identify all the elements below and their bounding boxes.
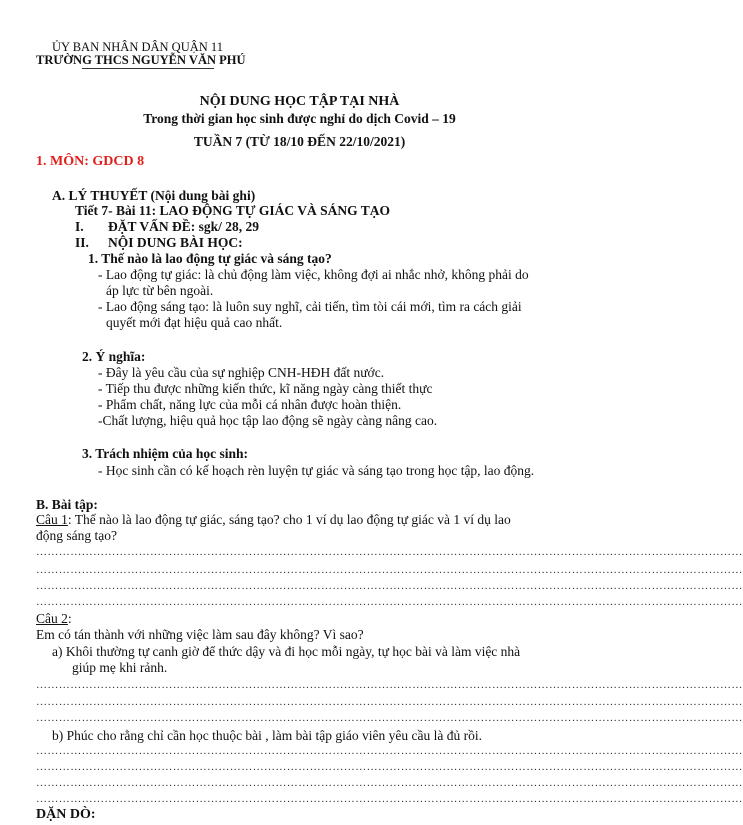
roman-two: II. (75, 235, 89, 250)
question-1-line: - Lao động sáng tạo: là luôn suy nghĩ, cải tiến, tìm tòi cái mới, tìm ra cách giải (98, 299, 522, 314)
question-2-line: - Đây là yêu cầu của sự nghiệp CNH-HĐH đất nước. (98, 365, 385, 380)
question-2-text: Em có tán thành với những việc làm sau đây không? Vì sao? (36, 627, 364, 642)
question-1-prompt: : Thế nào là lao động tự giác, sáng tạo? cho 1 ví dụ lao động tự giác và 1 ví dụ lao (67, 512, 511, 527)
doc-subtitle: Trong thời gian học sinh được nghỉ do dịch Covid – 19 (143, 111, 456, 126)
school-name: TRƯỜNG THCS NGUYỄN VĂN PHÚ (36, 53, 246, 67)
answer-line: …………………………………………………………………………………………………………………………………………………………………… (36, 712, 743, 724)
question-2-line: -Chất lượng, hiệu quả học tập lao động sẽ ngày càng nâng cao. (98, 413, 438, 428)
week-label: TUẦN 7 (TỪ 18/10 ĐẾN 22/10/2021) (193, 134, 406, 149)
question-2-colon: : (67, 611, 72, 626)
question-1-text (36, 513, 511, 527)
content-heading: NỘI DUNG BÀI HỌC: (108, 235, 243, 250)
answer-line: …………………………………………………………………………………………………………………………………………………………………… (36, 580, 743, 592)
question-2-title: 2. Ý nghĩa: (82, 349, 146, 364)
problem-heading: ĐẶT VẤN ĐỀ: sgk/ 28, 29 (108, 219, 260, 234)
answer-line: …………………………………………………………………………………………………………………………………………………………………… (36, 696, 743, 708)
exercises-heading: B. Bài tập: (36, 497, 98, 512)
theory-heading: A. LÝ THUYẾT (Nội dung bài ghi) (52, 188, 256, 203)
subject-heading: 1. MÔN: GDCD 8 (36, 154, 145, 169)
answer-line: …………………………………………………………………………………………………………………………………………………………………… (36, 793, 743, 805)
question-2-label-row (36, 612, 72, 626)
question-1-line: quyết mới đạt hiệu quả cao nhất. (106, 315, 283, 330)
doc-title: NỘI DUNG HỌC TẬP TẠI NHÀ (199, 94, 400, 109)
question-1-line: áp lực từ bên ngoài. (106, 283, 214, 298)
answer-line: …………………………………………………………………………………………………………………………………………………………………… (36, 745, 743, 757)
committee-name: ỦY BAN NHÂN DÂN QUẬN 11 (52, 40, 223, 54)
header-underline (82, 68, 214, 69)
answer-line: …………………………………………………………………………………………………………………………………………………………………… (36, 546, 743, 558)
answer-line: …………………………………………………………………………………………………………………………………………………………………… (36, 679, 743, 691)
item-a-text: a) Khôi thường tự canh giờ để thức dậy và đi học mỗi ngày, tự học bài và làm việc nhà (52, 644, 521, 659)
question-1-title: 1. Thế nào là lao động tự giác và sáng tạo? (88, 251, 332, 266)
dan-do-heading: DẶN DÒ: (36, 807, 96, 822)
answer-line: …………………………………………………………………………………………………………………………………………………………………… (36, 564, 743, 576)
question-1-label: Câu 1 (36, 512, 68, 527)
question-2-line: - Phẩm chất, năng lực của mỗi cá nhân được hoàn thiện. (98, 397, 402, 412)
question-2-line: - Tiếp thu được những kiến thức, kĩ năng ngày càng thiết thực (98, 381, 433, 396)
question-3-title: 3. Trách nhiệm của học sinh: (82, 446, 249, 461)
question-1-line: - Lao động tự giác: là chủ động làm việc, không đợi ai nhắc nhở, không phải do (98, 267, 529, 282)
roman-one: I. (75, 219, 84, 234)
question-2-label: Câu 2 (36, 611, 68, 626)
question-1-text-cont: động sáng tạo? (36, 528, 117, 543)
lesson-title: Tiết 7- Bài 11: LAO ĐỘNG TỰ GIÁC VÀ SÁNG TẠO (75, 203, 391, 218)
answer-line: …………………………………………………………………………………………………………………………………………………………………… (36, 761, 743, 773)
answer-line: …………………………………………………………………………………………………………………………………………………………………… (36, 777, 743, 789)
answer-line: …………………………………………………………………………………………………………………………………………………………………… (36, 596, 743, 608)
item-b-text: b) Phúc cho rằng chỉ cần học thuộc bài , làm bài tập giáo viên yêu cầu là đủ rồi. (52, 728, 482, 743)
item-a-text-cont: giúp mẹ khi rảnh. (72, 660, 168, 675)
question-3-line: - Học sinh cần có kế hoạch rèn luyện tự giác và sáng tạo trong học tập, lao động. (98, 463, 535, 478)
